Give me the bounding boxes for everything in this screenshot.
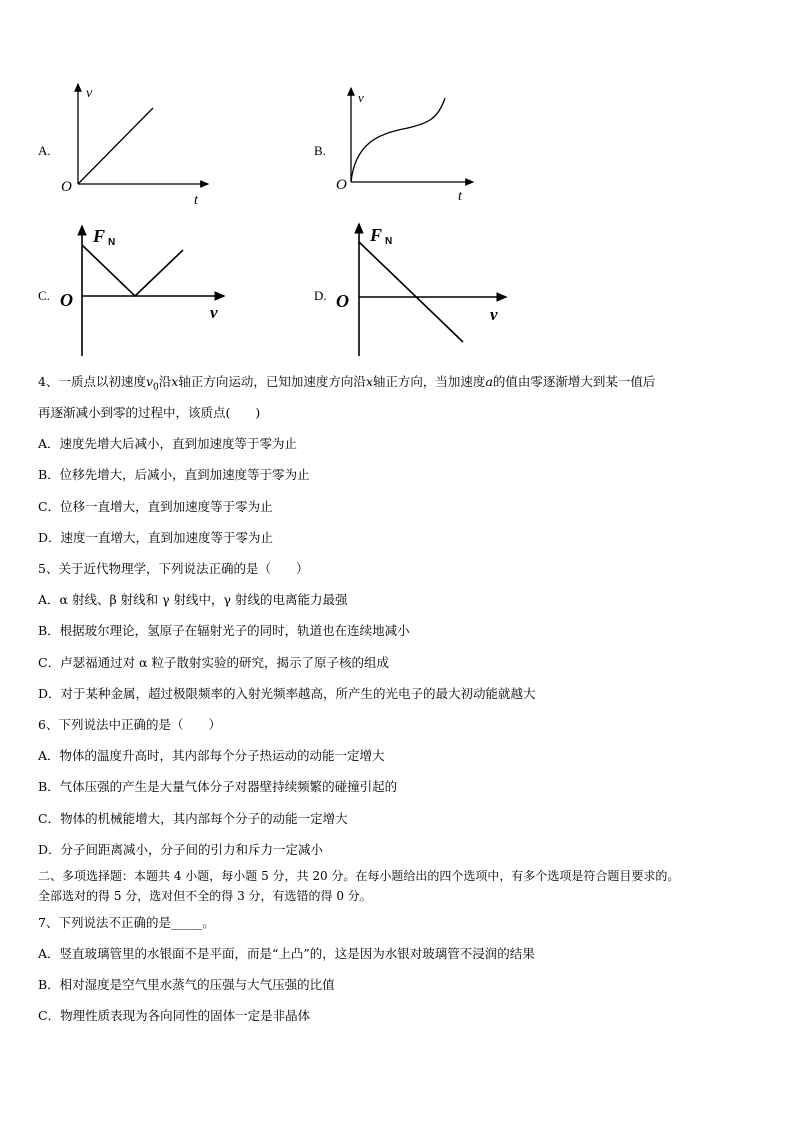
x-axis-label: t [194, 193, 198, 208]
curve [78, 108, 153, 184]
figure-c-label: C. [38, 288, 50, 303]
q6-stem: 6、下列说法中正确的是（ ） [38, 717, 221, 732]
q5-option-b: B．根据玻尔理论，氢原子在辐射光子的同时，轨道也在连续地减小 [38, 623, 410, 638]
x-axis-label: v [490, 305, 498, 324]
q6-option-c: C．物体的机械能增大，其内部每个分子的动能一定增大 [38, 811, 348, 826]
q4-option-b: B．位移先增大，后减小，直到加速度等于零为止 [38, 467, 310, 482]
q6-option-a: A．物体的温度升高时，其内部每个分子热运动的动能一定增大 [38, 748, 385, 763]
origin-label: O [61, 179, 72, 195]
q5-option-d: D．对于某种金属，超过极限频率的入射光频率越高，所产生的光电子的最大初动能就越大 [38, 686, 536, 701]
origin-label: O [336, 291, 349, 311]
q4-option-d: D．速度一直增大，直到加速度等于零为止 [38, 530, 274, 545]
q5-option-c: C．卢瑟福通过对 α 粒子散射实验的研究，揭示了原子核的组成 [38, 655, 389, 670]
y-axis-subscript: N [385, 236, 393, 247]
figure-d-label: D. [314, 288, 327, 303]
figure-c-graph [58, 222, 233, 360]
y-axis-subscript: N [108, 237, 116, 248]
q6-option-b: B．气体压强的产生是大量气体分子对器壁持续频繁的碰撞引起的 [38, 779, 398, 794]
curve [351, 98, 445, 182]
figure-b-label: B. [314, 143, 326, 158]
q7-option-b: B．相对湿度是空气里水蒸气的压强与大气压强的比值 [38, 977, 335, 992]
curve [82, 245, 183, 296]
q4-option-c: C．位移一直增大，直到加速度等于零为止 [38, 499, 273, 514]
y-axis-label: F [370, 225, 383, 245]
q5-option-a: A．α 射线、β 射线和 γ 射线中，γ 射线的电离能力最强 [38, 592, 348, 607]
q7-stem: 7、下列说法不正确的是_____。 [38, 915, 215, 930]
figure-b-graph [333, 84, 483, 209]
figure-a-graph [55, 80, 225, 210]
q5-stem: 5、关于近代物理学，下列说法正确的是（ ） [38, 561, 309, 576]
y-axis-label: v [86, 86, 93, 101]
figure-d-graph [334, 220, 514, 360]
v0-symbol: v [145, 374, 154, 389]
curve [359, 242, 463, 342]
q4-option-a: A．速度先增大后减小，直到加速度等于零为止 [38, 436, 298, 451]
q6-option-d: D．分子间距离减小，分子间的引力和斥力一定减小 [38, 842, 324, 857]
q4-stem-line2: 再逐渐减小到零的过程中，该质点( ) [38, 405, 261, 420]
y-axis-label: v [358, 90, 364, 105]
section2-heading-line2: 全部选对的得 5 分，选对但不全的得 3 分，有选错的得 0 分。 [38, 889, 372, 903]
q7-option-a: A．竖直玻璃管里的水银面不是平面，而是“上凸”的，这是因为水银对玻璃管不浸润的结果 [38, 946, 535, 961]
origin-label: O [336, 177, 347, 193]
y-axis-label: F [93, 226, 106, 246]
origin-label: O [60, 290, 73, 310]
section2-heading-line1: 二、多项选择题：本题共 4 小题，每小题 5 分，共 20 分。在每小题给出的四个选项中，有多个选项是符合题目要求的。 [38, 869, 680, 883]
figure-a-label: A. [38, 143, 51, 158]
x-axis-label: t [458, 189, 462, 204]
x-axis-label: v [210, 303, 218, 322]
q7-option-c: C．物理性质表现为各向同性的固体一定是非晶体 [38, 1008, 311, 1023]
q4-stem-line1: 4、一质点以初速度$v_0$沿x轴正方向运动，已知加速度方向沿x轴正方向，当加速度a的值由零逐渐增大到某一值后 [38, 374, 656, 393]
